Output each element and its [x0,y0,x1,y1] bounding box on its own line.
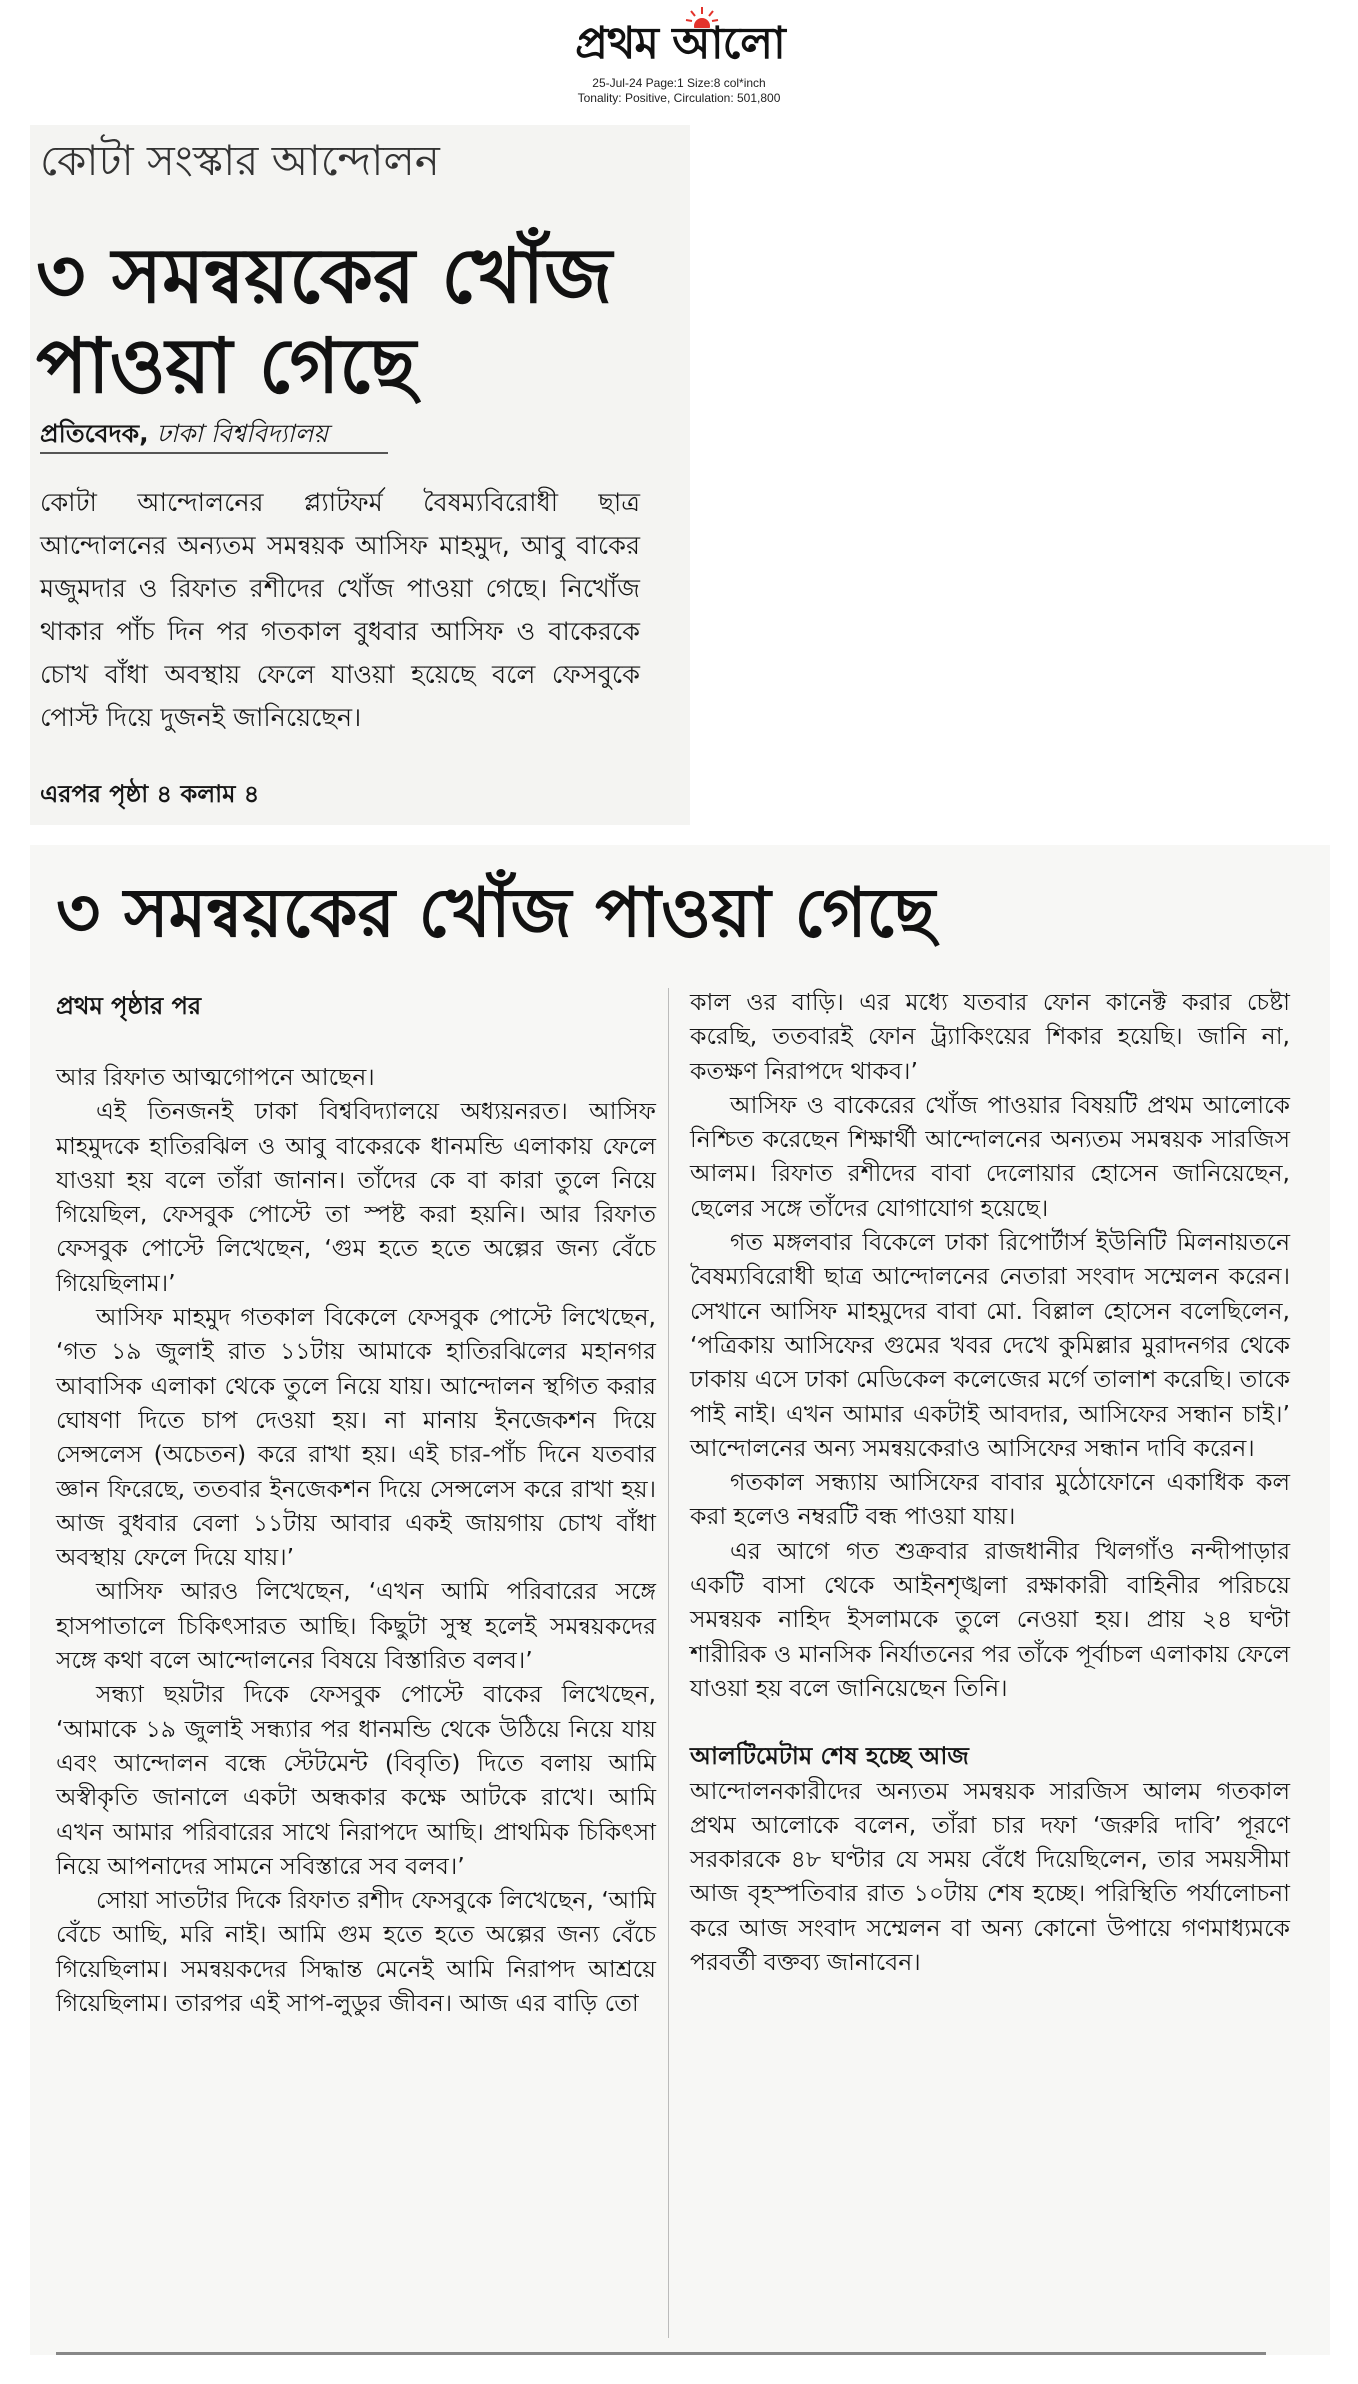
paragraph: এই তিনজনই ঢাকা বিশ্ববিদ্যালয়ে অধ্যয়নরত। আসিফ মাহমুদকে হাতিরঝিল ও আবু বাকেরকে ধানমন্ডি এলাকায় ফেলে যাওয়া হয় বলে তাঁরা জানান। তাঁদের কে বা কারা তুলে নিয়ে গিয়েছিল, ফেসবুক পোস্টে তা স্পষ্ট করা হয়নি। আর রিফাত ফেসবুক পোস্টে লিখেছেন, ‘গুম হতে হতে অল্পের জন্য বেঁচে গিয়েছিলাম।’ [56,1097,656,1297]
paragraph: আসিফ ও বাকেরের খোঁজ পাওয়ার বিষয়টি প্রথম আলোকে নিশ্চিত করেছেন শিক্ষার্থী আন্দোলনের অন্যতম সমন্বয়ক সারজিস আলম। রিফাত রশীদের বাবা দেলোয়ার হোসেন জানিয়েছেন, ছেলের সঙ্গে তাঁদের যোগাযোগ হয়েছে। [690,1090,1290,1222]
byline [40,414,328,457]
clipping-meta-circulation: Tonality: Positive, Circulation: 501,800 [577,91,781,105]
article-column-left [56,1060,656,2020]
article-column-right [690,985,1290,1979]
paragraph: কাল ওর বাড়ি। এর মধ্যে যতবার ফোন কানেক্ট করার চেষ্টা করেছি, ততবারই ফোন ট্র্যাকিংয়ের শিকার হয়েছি। জানি না, কতক্ষণ নিরাপদে থাকব।’ [690,988,1290,1085]
paragraph: গত মঙ্গলবার বিকেলে ঢাকা রিপোর্টার্স ইউনিটি মিলনায়তনে বৈষম্যবিরোধী ছাত্র আন্দোলনের নেতারা সংবাদ সম্মেলন করেন। সেখানে আসিফ মাহমুদের বাবা মো. বিল্লাল হোসেন বলেছিলেন, ‘পত্রিকায় আসিফের গুমের খবর দেখে কুমিল্লার মুরাদনগর থেকে ঢাকায় এসে ঢাকা মেডিকেল কলেজের মর্গে তালাশ করেছি। তাকে পাই নাই। এখন আমার একটাই আবদার, আসিফের সন্ধান চাই।’ আন্দোলনের অন্য সমন্বয়কেরাও আসিফের সন্ধান দাবি করেন। [690,1228,1290,1462]
byline-separator: , [139,419,149,448]
paragraph: আন্দোলনকারীদের অন্যতম সমন্বয়ক সারজিস আলম গতকাল প্রথম আলোকে বলেন, তাঁরা চার দফা ‘জরুরি দাবি’ পূরণে সরকারকে ৪৮ ঘণ্টার যে সময় বেঁধে দিয়েছিলেন, তার সময়সীমা আজ বৃহস্পতিবার রাত ১০টায় শেষ হচ্ছে। পরিস্থিতি পর্যালোচনা করে আজ সংবাদ সম্মেলন বা অন্য কোনো উপায়ে গণমাধ্যমকে পরবর্তী বক্তব্য জানাবেন। [690,1776,1290,1977]
column-divider [668,988,669,2338]
paragraph: আসিফ মাহমুদ গতকাল বিকেলে ফেসবুক পোস্টে লিখেছেন, ‘গত ১৯ জুলাই রাত ১১টায় আমাকে হাতিরঝিলের মহানগর আবাসিক এলাকা থেকে তুলে নিয়ে যায়। আন্দোলন স্থগিত করার ঘোষণা দিতে চাপ দেওয়া হয়। না মানায় ইনজেকশন দিয়ে সেন্সলেস (অচেতন) করে রাখা হয়। এই চার-পাঁচ দিনে যতবার জ্ঞান ফিরেছে, ততবার ইনজেকশন দিয়ে সেন্সলেস করে রাখা হয়। আজ বুধবার বেলা ১১টায় আবার একই জায়গায় চোখ বাঁধা অবস্থায় ফেলে দিয়ে যায়।’ [56,1303,656,1572]
byline-role: প্রতিবেদক [40,419,140,448]
paragraph: সন্ধ্যা ছয়টার দিকে ফেসবুক পোস্টে বাকের লিখেছেন, ‘আমাকে ১৯ জুলাই সন্ধ্যার পর ধানমন্ডি থেকে উঠিয়ে নিয়ে যায় এবং আন্দোলন বন্ধে স্টেটমেন্ট (বিবৃতি) দিতে বলায় আমি অস্বীকৃতি জানালে একটা অন্ধকার কক্ষে আটকে রাখে। আমি এখন আমার পরিবারের সাথে নিরাপদে আছি। প্রাথমিক চিকিৎসা নিয়ে আপনাদের সামনে সবিস্তারে সব বলব।’ [56,1680,656,1880]
continued-from-label: প্রথম পৃষ্ঠার পর [56,992,202,1020]
headline-line-1: ৩ সমন্বয়কের খোঁজ [36,231,613,320]
intro-paragraph: কোটা আন্দোলনের প্ল্যাটফর্ম বৈষম্যবিরোধী ছাত্র আন্দোলনের অন্যতম সমন্বয়ক আসিফ মাহমুদ, আবু বাকের মজুমদার ও রিফাত রশীদের খোঁজ পাওয়া গেছে। নিখোঁজ থাকার পাঁচ দিন পর গতকাল বুধবার আসিফ ও বাকেরকে চোখ বাঁধা অবস্থায় ফেলে যাওয়া হয়েছে বলে ফেসবুকে পোস্ট দিয়ে দুজনই জানিয়েছেন। [40,488,640,733]
jump-line: এরপর পৃষ্ঠা ৪ কলাম ৪ [40,780,260,808]
byline-rule [40,452,388,454]
paragraph: গতকাল সন্ধ্যায় আসিফের বাবার মুঠোফোনে একাধিক কল করা হলেও নম্বরটি বন্ধ পাওয়া যায়। [690,1468,1290,1531]
byline-place: ঢাকা বিশ্ববিদ্যালয় [156,419,329,448]
logo-text: প্রথম আলো [575,18,785,69]
subheading: আলটিমেটাম শেষ হচ্ছে আজ [690,1742,969,1771]
paragraph: এর আগে গত শুক্রবার রাজধানীর খিলগাঁও নন্দীপাড়ার একটি বাসা থেকে আইনশৃঙ্খলা রক্ষাকারী বাহিনীর পরিচয়ে সমন্বয়ক নাহিদ ইসলামকে তুলে নেওয়া হয়। প্রায় ২৪ ঘণ্টা শারীরিক ও মানসিক নির্যাতনের পর তাঁকে পূর্বাচল এলাকায় ফেলে যাওয়া হয় বলে জানিয়েছেন তিনি। [690,1536,1290,1702]
newspaper-logo [545,6,815,68]
paragraph: আর রিফাত আত্মগোপনে আছেন। [56,1063,375,1091]
kicker: কোটা সংস্কার আন্দোলন [40,136,440,185]
headline-line-2: পাওয়া গেছে [36,321,417,410]
paragraph: সোয়া সাতটার দিকে রিফাত রশীদ ফেসবুকে লিখেছেন, ‘আমি বেঁচে আছি, মরি নাই। আমি গুম হতে হতে অল্পের জন্য বেঁচে গিয়েছিলাম। সমন্বয়কদের সিদ্ধান্ত মেনেই আমি নিরাপদ আশ্রয়ে গিয়েছিলাম। তারপর এই সাপ-লুডুর জীবন। আজ এর বাড়ি তো [56,1886,656,2018]
continuation-headline: ৩ সমন্বয়কের খোঁজ পাওয়া গেছে [56,874,936,953]
clipping-meta-date: 25-Jul-24 Page:1 Size:8 col*inch [592,76,766,90]
bottom-rule [56,2352,1266,2355]
paragraph: আসিফ আরও লিখেছেন, ‘এখন আমি পরিবারের সঙ্গে হাসপাতালে চিকিৎসারত আছি। কিছুটা সুস্থ হলেই সমন্বয়কদের সঙ্গে কথা বলে আন্দোলনের বিষয়ে বিস্তারিত বলব।’ [56,1577,656,1675]
masthead [0,0,1358,110]
